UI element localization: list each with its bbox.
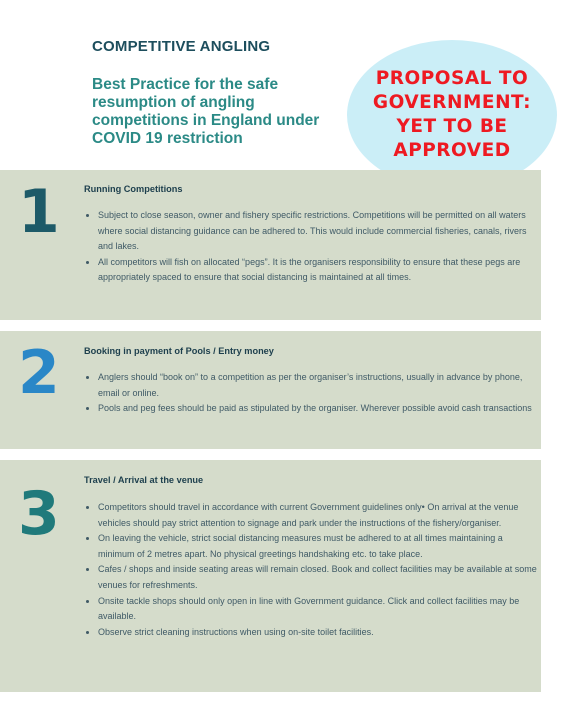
section-number: 2: [18, 338, 60, 408]
list-item: • Onsite tackle shops should only open in line with Government guidance. Click and collect facilities may be available.: [98, 594, 538, 625]
list-item: • Pools and peg fees should be paid as stipulated by the organiser. Wherever possible avoid cash transactions: [98, 401, 538, 417]
list-item: • Cafes / shops and inside seating areas will remain closed. Book and collect facilities may be available at some venues for refreshments.: [98, 562, 538, 593]
section-title: Travel / Arrival at the venue: [84, 475, 204, 485]
list-item: • On leaving the vehicle, strict social distancing measures must be adhered to at all times maintaining a minimum of 2 metres apart. No physical greetings handshaking etc. to take place.: [98, 531, 538, 562]
list-item: • Observe strict cleaning instructions when using on-site toilet facilities.: [98, 625, 538, 641]
section-list: [84, 208, 538, 286]
section-3-panel: [0, 460, 541, 692]
section-list: [84, 500, 538, 640]
list-item: • Competitors should travel in accordance with current Government guidelines only• On arrival at the venue vehicles should pay strict attention to signage and park under the instructions of the fishery/organiser.: [98, 500, 538, 531]
stamp-line-1: PROPOSAL TO: [375, 68, 529, 89]
section-number: 1: [18, 177, 60, 247]
section-title: Running Competitions: [84, 184, 183, 194]
stamp-text: [362, 67, 542, 163]
section-2-panel: [0, 331, 541, 449]
list-item: • All competitors will fish on allocated “pegs”. It is the organisers responsibility to ensure that these pegs are appropriately spaced to ensure that social distancing is maintained at all times.: [98, 255, 538, 286]
section-1-panel: [0, 170, 541, 320]
stamp-line-3: YET TO BE: [396, 116, 508, 137]
page-subtitle: Best Practice for the safe resumption of angling competitions in England under COVID 19 restriction: [92, 76, 320, 147]
page-title: COMPETITIVE ANGLING: [92, 38, 271, 55]
stamp-line-4: APPROVED: [393, 140, 511, 161]
section-title: Booking in payment of Pools / Entry money: [84, 346, 274, 356]
list-item: • Anglers should “book on” to a competition as per the organiser’s instructions, usually in advance by phone, email or online.: [98, 370, 538, 401]
section-number: 3: [18, 479, 60, 549]
stamp-line-2: GOVERNMENT:: [372, 92, 532, 113]
section-list: [84, 370, 538, 417]
proposal-stamp: [347, 40, 557, 190]
list-item: • Subject to close season, owner and fishery specific restrictions. Competitions will be permitted on all waters where social distancing guidance can be adhered to. This would include commercial fisheries, canals, rivers and lakes.: [98, 208, 538, 255]
